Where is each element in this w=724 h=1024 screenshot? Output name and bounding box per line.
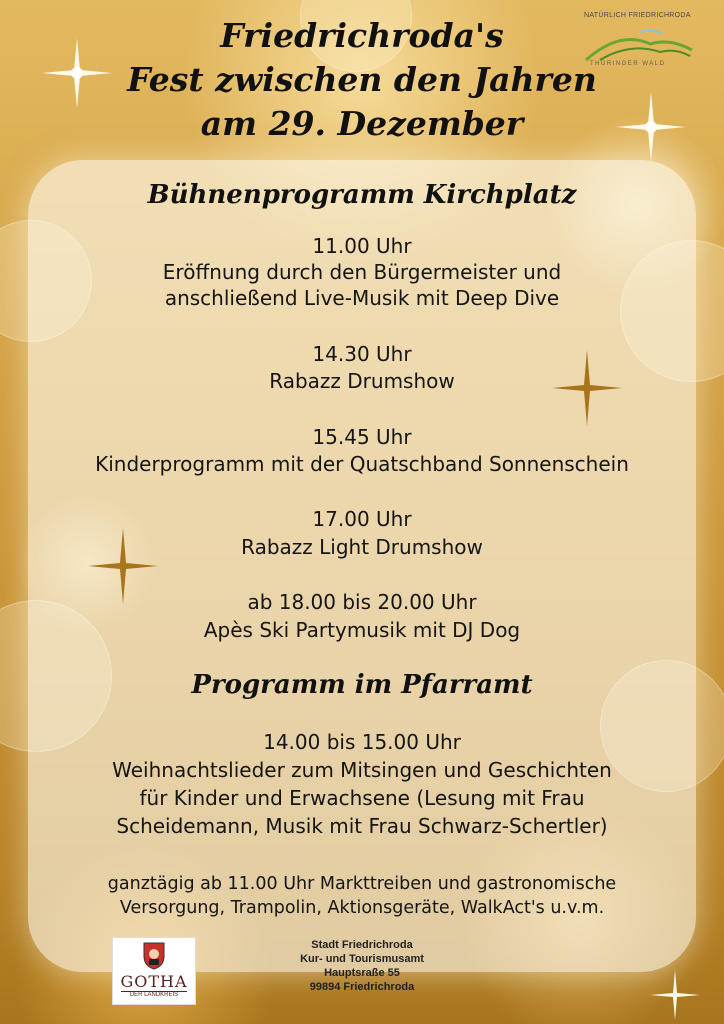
stage-item-text: Eröffnung durch den Bürgermeister und [162, 260, 562, 284]
parish-heading: Programm im Pfarramt [191, 670, 533, 700]
logo-text: NATÜRLICH FRIEDRICHRODA [584, 12, 691, 19]
parish-text: für Kinder und Erwachsene (Lesung mit Frau [139, 786, 585, 810]
stage-item-time: 15.45 Uhr [312, 425, 412, 449]
stage-item-time: 14.30 Uhr [312, 342, 412, 366]
address-line: Hauptsraße 55 [324, 967, 400, 979]
address-line: Kur- und Tourismusamt [300, 953, 424, 965]
parish-time: 14.00 bis 15.00 Uhr [263, 730, 461, 754]
stage-item-text: anschließend Live-Musik mit Deep Dive [164, 286, 560, 310]
title-line-3: am 29. Dezember [200, 104, 524, 143]
stage-item-text: Apès Ski Partymusik mit DJ Dog [203, 618, 521, 642]
stage-item-time: 17.00 Uhr [312, 507, 412, 531]
gotha-subtitle: DER LANDKREIS [121, 991, 187, 998]
parish-text: Scheidemann, Musik mit Frau Schwarz-Schertler) [116, 814, 608, 838]
stage-heading: Bühnenprogramm Kirchplatz [147, 180, 577, 210]
stage-item-time: ab 18.00 bis 20.00 Uhr [247, 590, 477, 614]
title-line-1: Friedrichroda's [220, 16, 504, 55]
logo-region-text: THÜRINGER WALD [590, 61, 666, 67]
title-line-2: Fest zwischen den Jahren [127, 60, 597, 99]
stage-item-time: 11.00 Uhr [312, 234, 412, 258]
allday-text: Versorgung, Trampolin, Aktionsgeräte, WalkAct's u.v.m. [119, 898, 605, 918]
sparkle-star-icon [650, 970, 700, 1020]
address-line: 99894 Friedrichroda [309, 981, 415, 993]
address-line: Stadt Friedrichroda [311, 939, 413, 951]
gotha-name: GOTHA [120, 972, 188, 991]
coat-of-arms-icon [143, 942, 165, 970]
parish-text: Weihnachtslieder zum Mitsingen und Geschichten [112, 758, 612, 782]
stage-item-text: Rabazz Drumshow [269, 369, 455, 393]
stage-item-text: Rabazz Light Drumshow [241, 535, 483, 559]
address-block [262, 938, 462, 994]
gotha-logo [112, 937, 196, 1005]
stage-item-text: Kinderprogramm mit der Quatschband Sonnenschein [95, 452, 629, 476]
allday-text: ganztägig ab 11.00 Uhr Markttreiben und gastronomische [107, 874, 617, 894]
